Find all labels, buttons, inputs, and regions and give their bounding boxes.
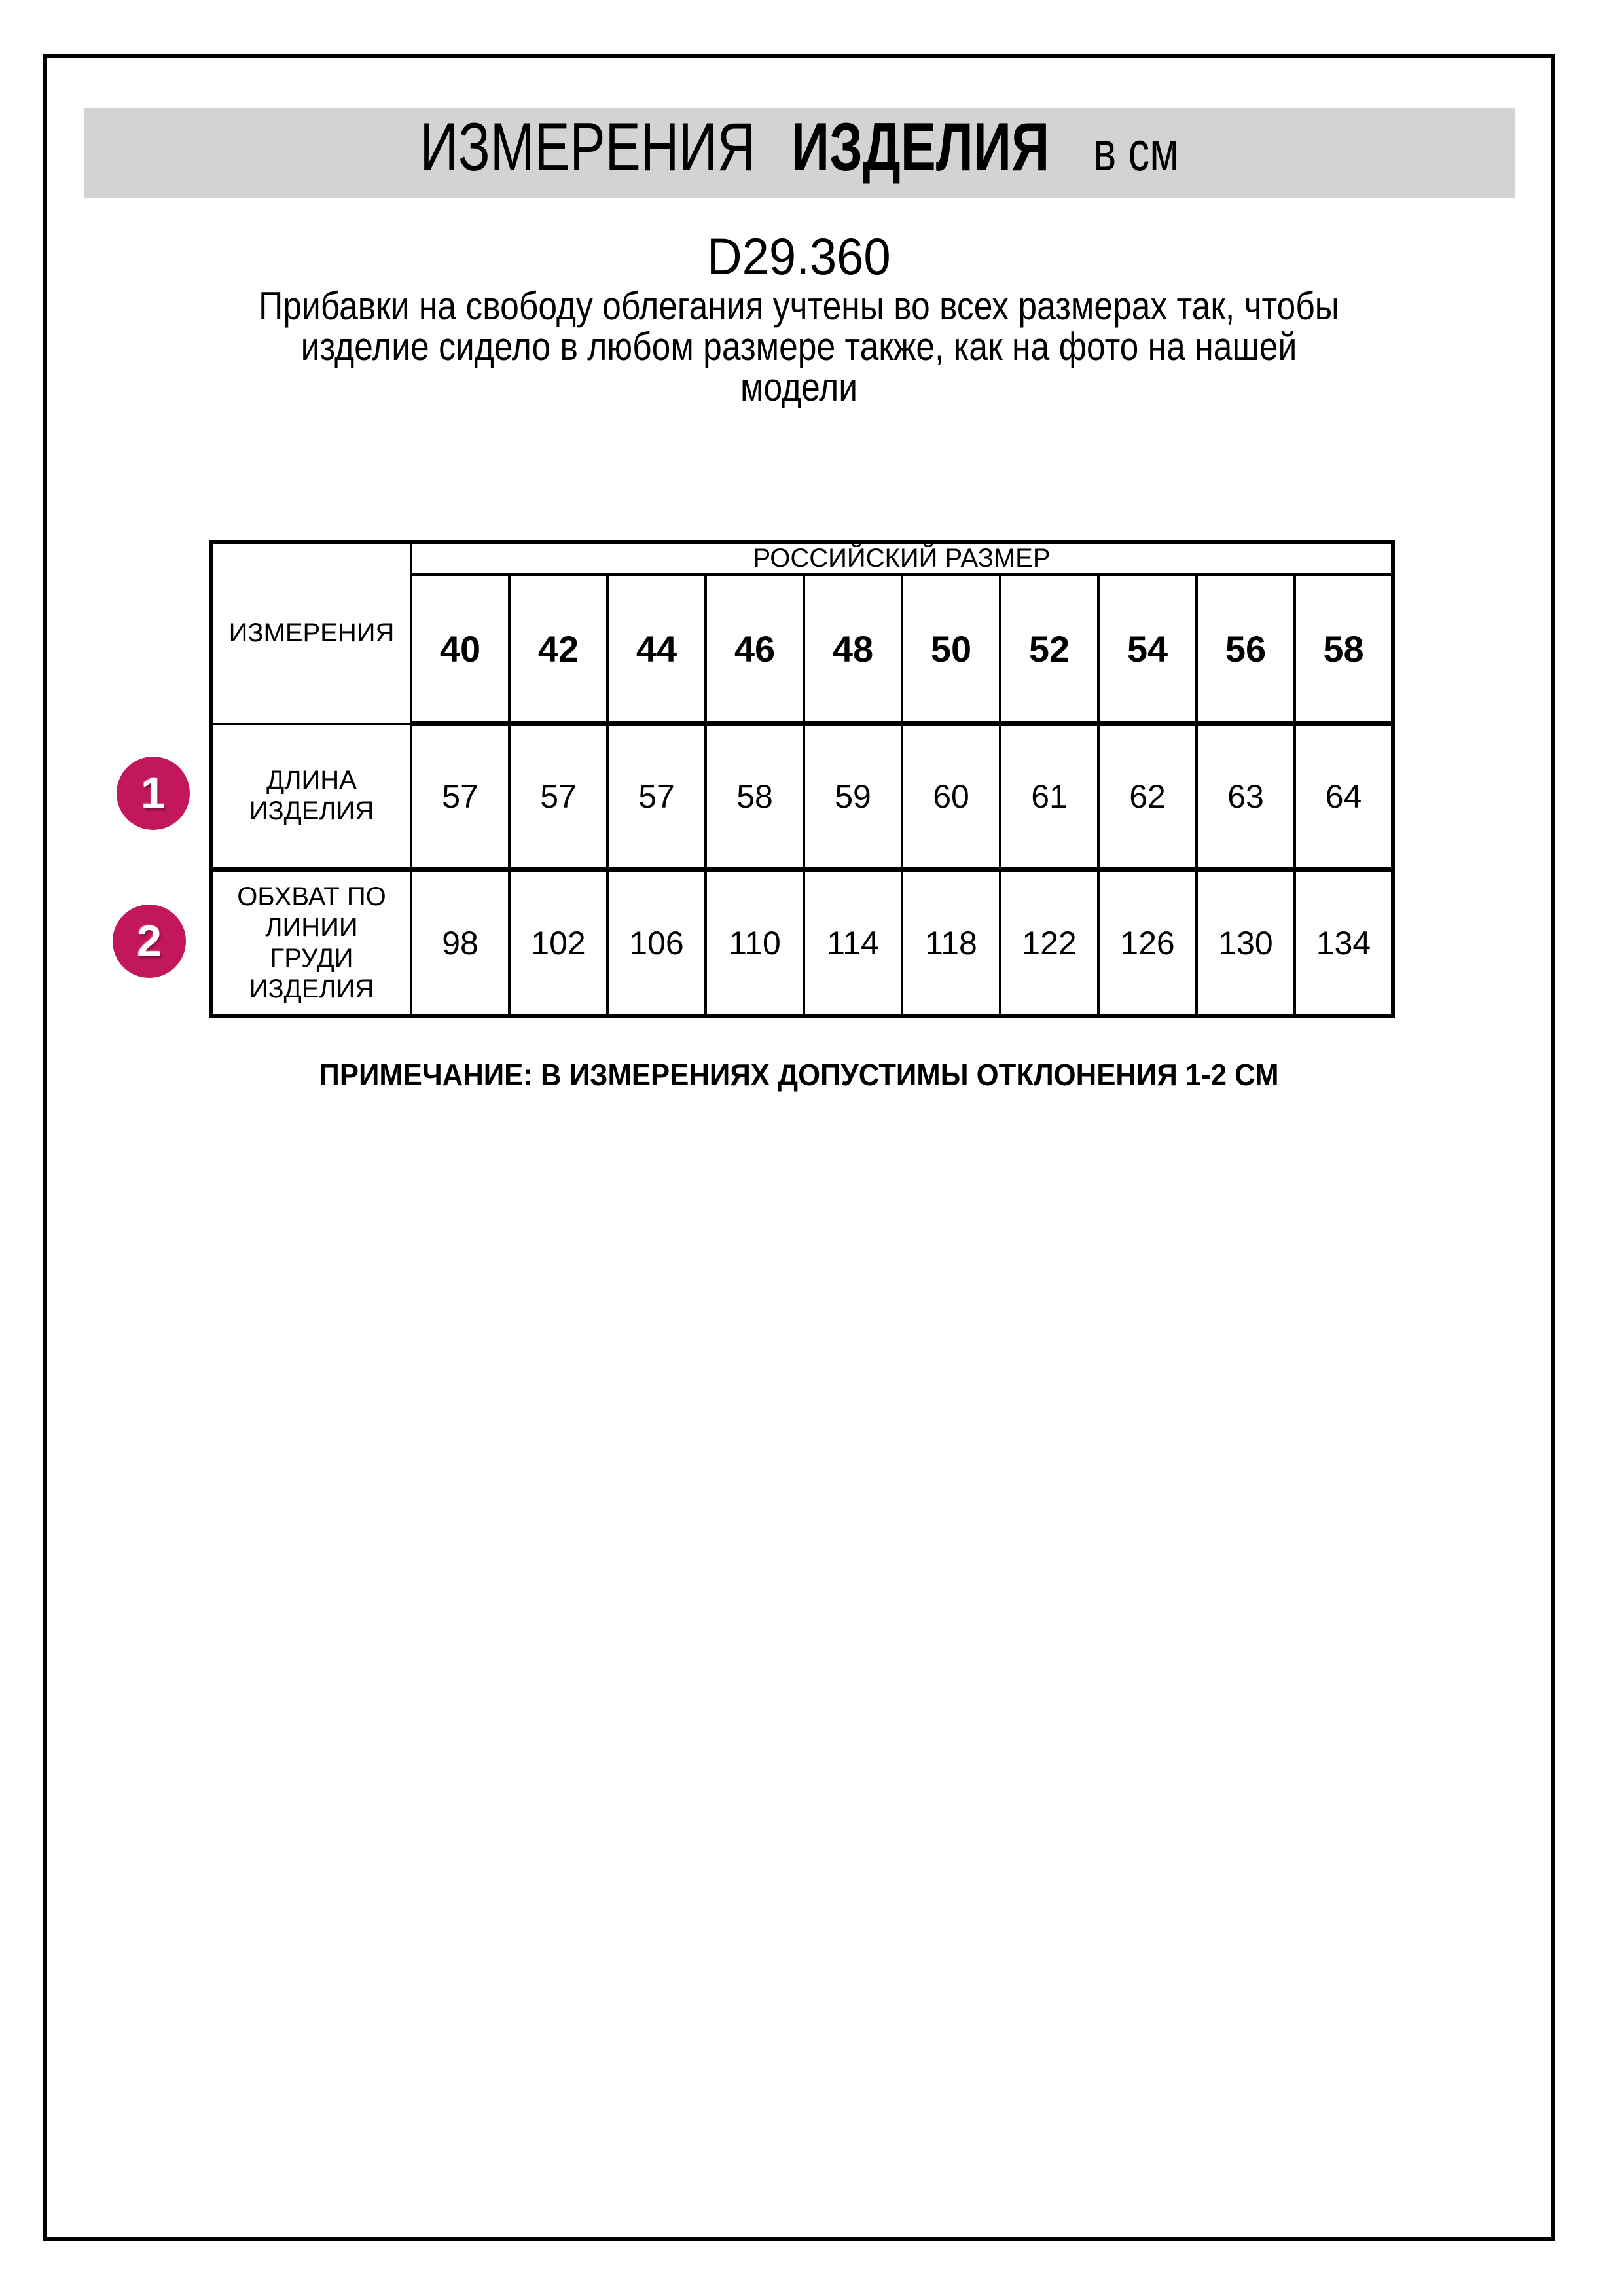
length-row — [211, 724, 1393, 869]
length-value: 57 — [509, 724, 607, 869]
page-title — [420, 109, 1180, 185]
chest-girth-value: 102 — [509, 869, 607, 1016]
chest-girth-value: 110 — [706, 869, 804, 1016]
description-line-1: Прибавки на свободу облегания учтены во всех размерах так, чтобы — [259, 284, 1339, 328]
title-word-product: ИЗДЕЛИЯ — [791, 109, 1050, 185]
size-cell: 44 — [607, 575, 706, 724]
russian-size-header: РОССИЙСКИЙ РАЗМЕР — [411, 542, 1393, 575]
title-banner — [84, 108, 1515, 198]
fit-description — [149, 286, 1449, 408]
chest-girth-value: 98 — [411, 869, 509, 1016]
size-table — [209, 540, 1395, 1018]
length-value: 57 — [411, 724, 509, 869]
length-value: 58 — [706, 724, 804, 869]
description-line-3: модели — [740, 365, 858, 409]
length-value: 57 — [607, 724, 706, 869]
description-line-2: изделие сидело в любом размере также, как на фото на нашей — [300, 325, 1297, 368]
chest-girth-row-label: ОБХВАТ ПО ЛИНИИ ГРУДИ ИЗДЕЛИЯ — [211, 869, 411, 1016]
size-cell: 46 — [706, 575, 804, 724]
size-cell: 40 — [411, 575, 509, 724]
size-cell: 42 — [509, 575, 607, 724]
length-value: 60 — [902, 724, 1000, 869]
chest-girth-value: 126 — [1098, 869, 1197, 1016]
size-cell: 54 — [1098, 575, 1197, 724]
tolerance-note: ПРИМЕЧАНИЕ: В ИЗМЕРЕНИЯХ ДОПУСТИМЫ ОТКЛОНЕНИЯ 1-2 СМ — [319, 1058, 1279, 1092]
length-row-label: ДЛИНА ИЗДЕЛИЯ — [211, 724, 411, 869]
chest-girth-value: 118 — [902, 869, 1000, 1016]
title-word-measurements: ИЗМЕРЕНИЯ — [420, 109, 756, 185]
size-cell: 58 — [1295, 575, 1393, 724]
table-header-row — [211, 542, 1393, 575]
size-cell: 48 — [804, 575, 902, 724]
chest-girth-value: 134 — [1295, 869, 1393, 1016]
row-marker-1-badge: 1 — [117, 757, 190, 830]
chest-girth-value: 122 — [1000, 869, 1098, 1016]
row-marker-2-badge: 2 — [113, 905, 186, 978]
size-cell: 50 — [902, 575, 1000, 724]
chest-girth-value: 106 — [607, 869, 706, 1016]
model-code: D29.360 — [707, 227, 891, 285]
length-value: 62 — [1098, 724, 1197, 869]
size-cell: 52 — [1000, 575, 1098, 724]
size-cell: 56 — [1197, 575, 1295, 724]
length-value: 61 — [1000, 724, 1098, 869]
length-value: 64 — [1295, 724, 1393, 869]
chest-girth-row — [211, 869, 1393, 1016]
corner-label-measurements: ИЗМЕРЕНИЯ — [211, 542, 411, 724]
chest-girth-value: 130 — [1197, 869, 1295, 1016]
title-unit-cm: в см — [1093, 120, 1180, 182]
length-value: 59 — [804, 724, 902, 869]
chest-girth-value: 114 — [804, 869, 902, 1016]
length-value: 63 — [1197, 724, 1295, 869]
